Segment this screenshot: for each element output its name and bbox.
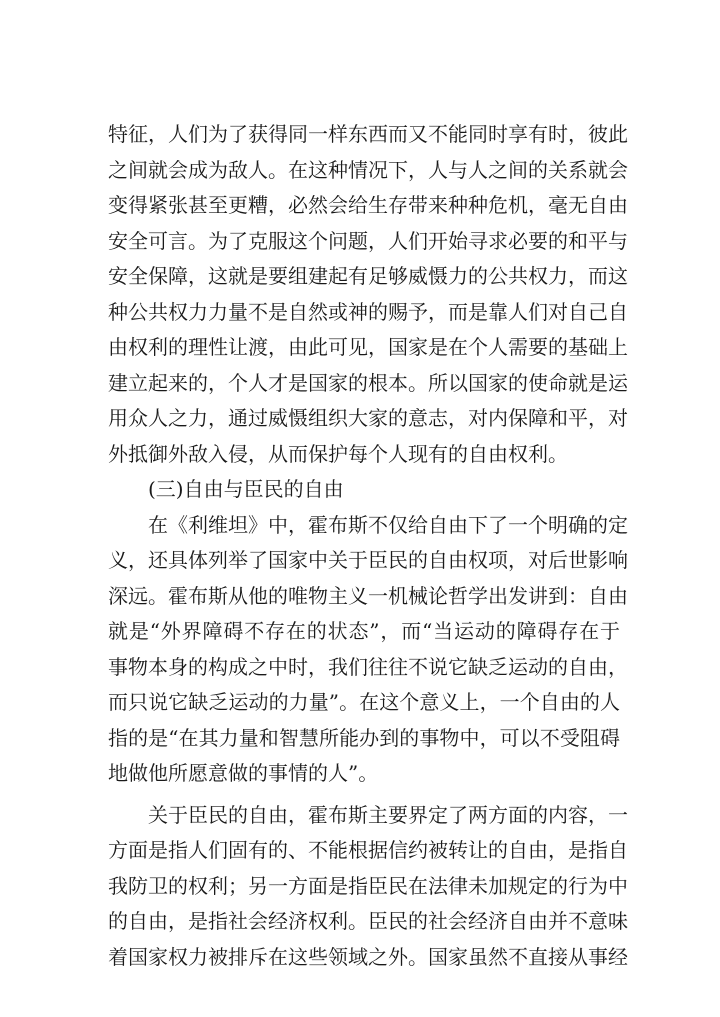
section-heading-text: (三)自由与臣民的自由	[148, 477, 344, 501]
text-line: 地做他所愿意做的事情的人”。	[108, 761, 379, 785]
text-line: 我防卫的权利；另一方面是指臣民在法律未加规定的行为中	[108, 873, 628, 898]
text-line: 种公共权力力量不是自然或神的赐予，而是靠人们对自己自	[108, 299, 628, 324]
text-line: 变得紧张甚至更糟，必然会给生存带来种种危机，毫无自由	[108, 193, 628, 217]
document-body	[108, 117, 628, 975]
text-line: 的自由，是指社会经济权利。臣民的社会经济自由并不意味	[108, 909, 628, 933]
text-line: 由权利的理性让渡，由此可见，国家是在个人需要的基础上	[108, 335, 628, 359]
text-line: 就是“外界障碍不存在的状态”，而“当运动的障碍存在于	[108, 619, 620, 643]
text-line: 之间就会成为敌人。在这种情况下，人与人之间的关系就会	[108, 157, 628, 182]
paragraph-subject-liberty	[108, 798, 628, 976]
text-line: 特征，人们为了获得同一样东西而又不能同时享有时，彼此	[108, 122, 628, 146]
text-line: 用众人之力，通过威慑组织大家的意志，对内保障和平，对	[108, 406, 628, 430]
text-line: 深远。霍布斯从他的唯物主义一机械论哲学出发讲到：自由	[108, 583, 628, 608]
text-line: 建立起来的，个人才是国家的根本。所以国家的使命就是运	[108, 370, 628, 395]
text-line: 义，还具体列举了国家中关于臣民的自由权项，对后世影响	[108, 548, 628, 572]
paragraph-continuation	[108, 117, 628, 472]
section-heading	[108, 472, 620, 508]
paragraph-definition-of-liberty	[108, 508, 628, 792]
text-line: 在《利维坦》中，霍布斯不仅给自由下了一个明确的定	[148, 512, 628, 537]
text-line: 关于臣民的自由，霍布斯主要界定了两方面的内容，一	[148, 802, 628, 827]
text-line: 着国家权力被排斥在这些领域之外。国家虽然不直接从事经	[108, 944, 628, 969]
text-line: 而只说它缺乏运动的力量”。在这个意义上，一个自由的人	[108, 690, 620, 714]
text-line: 安全保障，这就是要组建起有足够威慑力的公共权力，而这	[108, 264, 628, 288]
text-line: 安全可言。为了克服这个问题，人们开始寻求必要的和平与	[108, 228, 628, 253]
text-line: 事物本身的构成之中时，我们往往不说它缺乏运动的自由，	[108, 654, 628, 679]
text-line: 外抵御外敌入侵，从而保护每个人现有的自由权利。	[108, 441, 568, 466]
text-line: 指的是“在其力量和智慧所能办到的事物中，可以不受阻碍	[108, 725, 620, 750]
text-line: 方面是指人们固有的、不能根据信约被转让的自由，是指自	[108, 838, 628, 862]
